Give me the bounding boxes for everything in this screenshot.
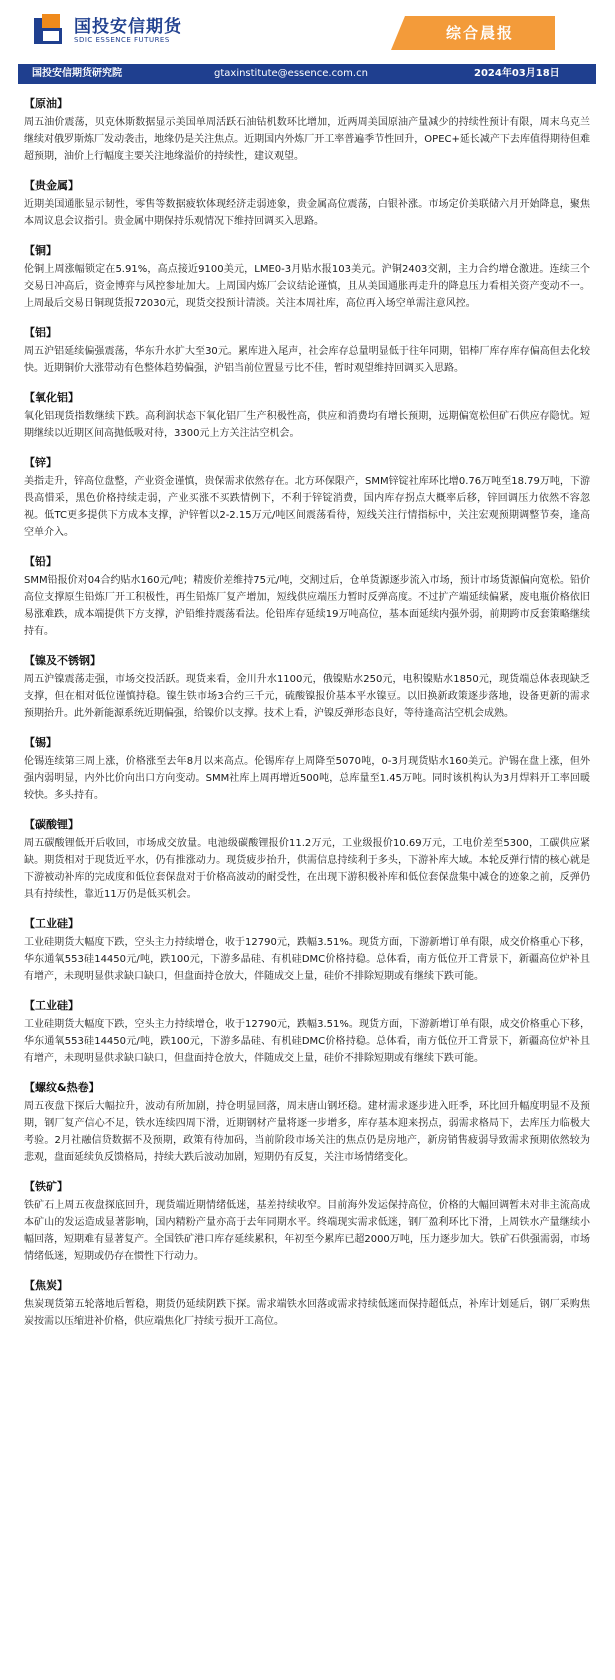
commodity-section [24,455,590,541]
section-body: 焦炭现货第五轮落地后暂稳，期货仍延续阴跌下探。需求端铁水回落或需求持续低迷而保持超低点，补库计划延后，钢厂采购焦炭按需以压缩进补价格，供应端焦化厂持续亏损开工高位。 [24,1299,590,1327]
section-body: 伦铜上周涨幅锁定在5.91%，高点接近9100美元，LME0-3月贴水报103美元。沪铜2403交割，主力合约增仓激进。连续三个交易日冲高后，资金博弈与风控参址加大。上周国内炼厂会议结论谨慎，且从美国通胀再走升的降息压力看相关资产变动不一。上周最后交易日铜现货报72030元，现货交投预计清淡。关注本周社库，高位再入场空单需注意风控。 [24,264,590,309]
institute-name: 国投安信期货研究院 [32,68,122,79]
section-body: 工业硅期货大幅度下跌，空头主力持续增仓，收于12790元，跌幅3.51%。现货方面，下游新增订单有限，成交价格重心下移，华东通氧553硅14450元/吨，跌100元，下游多晶硅、有机硅DMC价格持稳。总体看，南方低位开工背景下，新疆高位炉补且有增产，未现明显供求缺口缺口，但盘面持仓放大，伴随成交上量，硅价不排除短期或有继续下跌可能。 [24,937,590,982]
commodity-section [24,1179,590,1265]
commodity-section [24,817,590,903]
section-title: 【镍及不锈钢】 [24,654,101,667]
section-body: 周五油价震荡，贝克休斯数据显示美国单周活跃石油钻机数环比增加，近两周美国原油产量减少的持续性预计有限，周末乌克兰继续对俄罗斯炼厂发动袭击，地缘仍是关注焦点。近期国内外炼厂开工率普遍季节性回升，OPEC+延长减产下去库值得期待但难超预期，油价上行幅度主要关注地缘溢价的持续性，建议观望。 [24,117,590,162]
section-body: 周五沪铝延续偏强震荡，华东升水扩大至30元。累库进入尾声，社会库存总量明显低于往年同期，铝棒厂库存库存偏高但去化较快。近期铜价大涨带动有色整体趋势偏强，沪铝当前位置显亏比不佳，暂时观望维持回调买入思路。 [24,346,590,374]
commodity-section [24,554,590,640]
section-title: 【焦炭】 [24,1279,68,1292]
section-title: 【氧化铝】 [24,391,79,404]
section-title: 【锡】 [24,736,57,749]
commodity-section [24,325,590,377]
report-date: 2024年03月18日 [474,68,560,79]
section-body: SMM铅报价对04合约贴水160元/吨；精废价差维持75元/吨，交割过后，仓单货源逐步流入市场，预计市场货源偏向宽松。铅价高位支撑原生铅炼厂开工积极性，再生铅炼厂复产增加，短线供应端压力暂时反弹高度。不过扩产端延续偏紧，废电瓶价格依旧易涨难跌，成本端提供下方支撑，沪铅维持震荡看法。伦铅库存延续19万吨高位，基本面延续内强外弱，前期跨市反套策略继续持有。 [24,575,590,637]
section-title: 【铅】 [24,555,57,568]
commodity-section [24,998,590,1067]
contact-email: gtaxinstitute@essence.com.cn [214,68,368,79]
logo-name-cn: 国投安信期货 [74,16,182,37]
section-title: 【螺纹&热卷】 [24,1081,100,1094]
company-logo [34,14,182,48]
logo-mark-icon [34,14,68,48]
section-title: 【铝】 [24,326,57,339]
section-title: 【工业硅】 [24,999,79,1012]
info-bar [18,64,596,84]
commodity-section [24,653,590,722]
section-title: 【铁矿】 [24,1180,68,1193]
section-title: 【原油】 [24,97,68,110]
section-title: 【贵金属】 [24,179,79,192]
section-title: 【铜】 [24,244,57,257]
section-title: 【锌】 [24,456,57,469]
section-title: 【碳酸锂】 [24,818,79,831]
commodity-section [24,1278,590,1330]
commodity-section [24,390,590,442]
section-title: 【工业硅】 [24,917,79,930]
commodity-section [24,96,590,165]
commodity-section [24,243,590,312]
section-body: 工业硅期货大幅度下跌，空头主力持续增仓，收于12790元，跌幅3.51%。现货方面，下游新增订单有限，成交价格重心下移，华东通氧553硅14450元/吨，跌100元，下游多晶硅、有机硅DMC价格持稳。总体看，南方低位开工背景下，新疆高位炉补且有增产，未现明显供求缺口缺口，但盘面持仓放大，伴随成交上量，硅价不排除短期或有继续下跌可能。 [24,1019,590,1064]
logo-name-en: SDIC ESSENCE FUTURES [74,35,170,44]
section-body: 铁矿石上周五夜盘探底回升，现货端近期情绪低迷，基差持续收窄。目前海外发运保持高位，价格的大幅回调暂未对非主流高成本矿山的发运造成显著影响，国内精粉产量亦高于去年同期水平。终端现实需求低迷，钢厂盈利环比下滑，上周铁水产量继续小幅回落，短期难有显著复产。全国铁矿港口库存延续累积，年初至今累库已超2000万吨，压力逐步加大。铁矿石供强需弱，市场情绪低迷，短期或仍存在惯性下行动力。 [24,1200,590,1262]
report-content [24,96,590,1343]
commodity-section [24,1080,590,1166]
report-header [0,0,615,64]
section-body: 氧化铝现货指数继续下跌。高利润状态下氧化铝厂生产积极性高，供应和消费均有增长预期，远期偏宽松但矿石供应存隐忧。短期继续以近期区间高抛低吸对待，3300元上方关注沽空机会。 [24,411,590,439]
section-body: 美指走升，锌高位盘整，产业资金谨慎，贵保需求依然存在。北方环保限产，SMM锌锭社库环比增0.76万吨至18.79万吨，下游畏高惜采，黑色价格持续走弱，产业买涨不买跌情例下，不利于锌锭消费，国内库存拐点大概率后移，锌回调压力依然不容忽视。低TC更多提供下方成本支撑，沪锌暂以2-2.15万元/吨区间震荡看待，短线关注行情指标中，关注宏观预期调整节奏，逢高空单介入。 [24,476,590,538]
section-body: 周五夜盘下探后大幅拉升，波动有所加剧，持仓明显回落，周末唐山钢坯稳。建材需求逐步进入旺季，环比回升幅度明显不及预期，钢厂复产信心不足，铁水连续四周下滑，近期钢材产量将逐一步增多，库存基本迎来拐点，弱需求格局下，去库压力临极大考验。2月社融信贷数据不及预期，政策有待加码，当前阶段市场关注的焦点仍是房地产，新房销售疲弱导致需求预期依然较为悲观，盘面延续负反馈格局，持续大跌后波动加剧，短期仍有反复，关注市场情绪变化。 [24,1101,590,1163]
commodity-section [24,178,590,230]
section-body: 周五沪镍震荡走强，市场交投活跃。现货来看，金川升水1100元，俄镍贴水250元，电积镍贴水1850元，现货端总体表现缺乏支撑，但在相对低位谨慎持稳。镍生铁市场3合约三千元，硫酸镍报价基本平水镍豆。以旧换新政策逐步落地，设备更新的需求预期抬升。此外新能源系统近期偏强，给镍价以支撑。技术上看，沪镍反弹形态良好，等待逢高沽空机会成熟。 [24,674,590,719]
section-body: 伦锡连续第三周上涨，价格涨至去年8月以来高点。伦锡库存上周降至5070吨，0-3月现货贴水160美元。沪锡在盘上涨，但外强内弱明显，内外比价向出口方向变动。SMM社库上周再增近500吨，总库量至1.45万吨。同时该机构认为3月焊料开工率回暖较快。多头持有。 [24,756,590,801]
commodity-section [24,735,590,804]
commodity-section [24,916,590,985]
section-body: 近期美国通胀显示韧性，零售等数据疲软体现经济走弱迹象，贵金属高位震荡，白银补涨。市场定价美联储六月开始降息，聚焦本周议息会议指引。贵金属中期保持乐观情况下维持回调买入思路。 [24,199,590,227]
report-type-tag: 综合晨报 [405,16,555,50]
section-body: 周五碳酸锂低开后收回，市场成交放量。电池级碳酸锂报价11.2万元，工业级报价10.69万元，工电价差至5300，工碳供应紧缺。期货相对于现货近平水，仍有推涨动力。现货疲步抬升，供需信息持续利于多头，下游补库大域。本轮反弹行情的核心就是下游被动补库的完成度和低位套保盘对于价格高波动的耐受性，在出现下游积极补库和低位套保盘集中减仓的迹象之前，反弹仍具有持续性，靠近11万仍是低买机会。 [24,838,590,900]
